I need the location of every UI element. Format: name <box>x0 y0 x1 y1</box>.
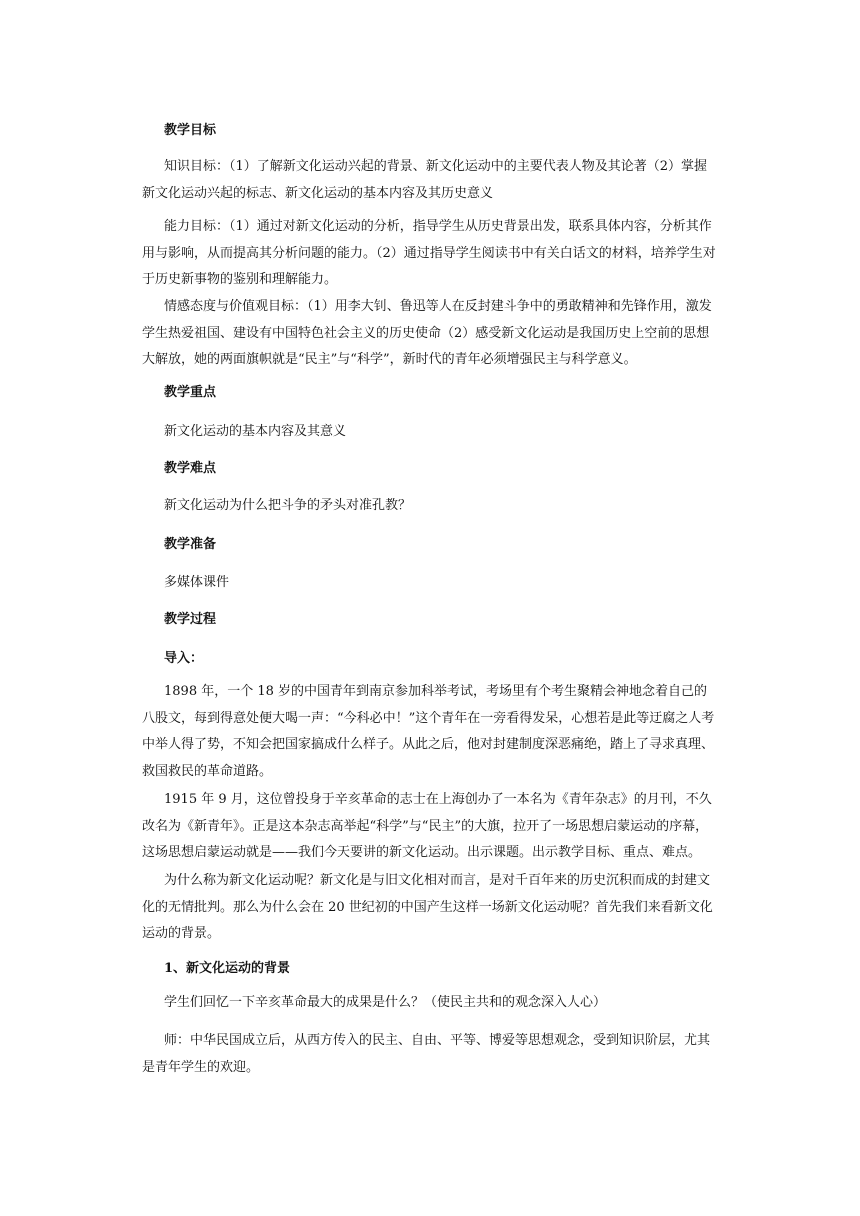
heading-teaching-process: 教学过程 <box>164 612 217 627</box>
paragraph-emotion-objectives: 情感态度与价值观目标：（1）用李大钊、鲁迅等人在反封建斗争中的勇敢精神和先锋作用，激发学生热爱祖国、建设有中国特色社会主义的历史使命（2）感受新文化运动是我国历史上空前的思想大解放，她的两面旗帜就是“民主”与“科学”，新时代的青年必须增强民主与科学意义。 <box>142 299 712 367</box>
text-difficulties: 新文化运动为什么把斗争的矛头对准孔教？ <box>164 498 412 513</box>
paragraph-teacher: 师：中华民国成立后，从西方传入的民主、自由、平等、博爱等思想观念，受到知识阶层，尤其是青年学生的欢迎。 <box>142 1033 711 1075</box>
heading-difficulties: 教学难点 <box>164 461 217 476</box>
paragraph-knowledge-objectives: 知识目标：（1）了解新文化运动兴起的背景、新文化运动中的主要代表人物及其论著（2）掌握新文化运动兴起的标志、新文化运动的基本内容及其历史意义 <box>142 159 708 201</box>
heading-introduction: 导入： <box>164 651 204 666</box>
paragraph-ability-objectives: 能力目标：（1）通过对新文化运动的分析，指导学生从历史背景出发，联系具体内容，分析其作用与影响，从而提高其分析问题的能力。（2）通过指导学生阅读书中有关白话文的材料，培养学生对于历史新事物的鉴别和理解能力。 <box>142 219 716 287</box>
paragraph-1898: 1898 年，一个 18 岁的中国青年到南京参加科举考试，考场里有个考生聚精会神地念着自己的八股文，每到得意处便大喝一声：“今科必中！”这个青年在一旁看得发呆，心想若是此等迂腐之人考中举人得了势，不知会把国家搞成什么样子。从此之后，他对封建制度深恶痛绝，踏上了寻求真理、救国救民的革命道路。 <box>142 684 715 779</box>
heading-preparation: 教学准备 <box>164 537 217 552</box>
text-key-points: 新文化运动的基本内容及其意义 <box>164 424 347 439</box>
heading-background: 1、新文化运动的背景 <box>164 961 291 976</box>
paragraph-why-new-culture: 为什么称为新文化运动呢？新文化是与旧文化相对而言，是对千百年来的历史沉积而成的封建文化的无情批判。那么为什么会在 20 世纪初的中国产生这样一场新文化运动呢？首先我们来看新文化运动的背景。 <box>142 873 713 941</box>
text-preparation: 多媒体课件 <box>164 575 230 590</box>
heading-teaching-objectives: 教学目标 <box>164 123 217 138</box>
paragraph-1915: 1915 年 9 月，这位曾投身于辛亥革命的志士在上海创办了一本名为《青年杂志》的月刊，不久改名为《新青年》。正是这本杂志高举起“科学”与“民主”的大旗，拉开了一场思想启蒙运动的序幕，这场思想启蒙运动就是——我们今天要讲的新文化运动。出示课题。出示教学目标、重点、难点。 <box>142 792 712 860</box>
paragraph-recall: 学生们回忆一下辛亥革命最大的成果是什么？（使民主共和的观念深入人心） <box>164 995 607 1010</box>
heading-key-points: 教学重点 <box>164 385 217 400</box>
